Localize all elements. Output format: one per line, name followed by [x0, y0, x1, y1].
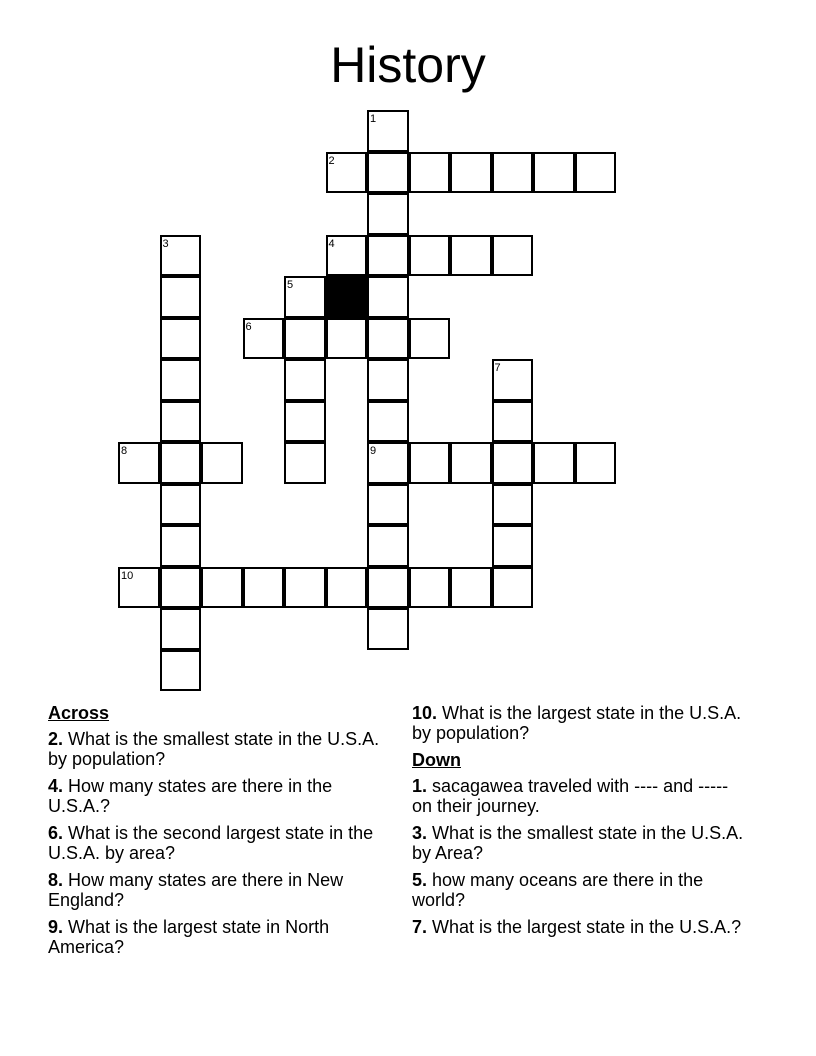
- grid-cell[interactable]: [243, 567, 285, 609]
- clue-number-label: 4: [328, 237, 335, 250]
- grid-cell[interactable]: [284, 442, 326, 484]
- grid-cell[interactable]: [367, 567, 409, 609]
- grid-cell[interactable]: [492, 235, 534, 277]
- grid-cell[interactable]: [409, 318, 451, 360]
- grid-cell[interactable]: [160, 484, 202, 526]
- grid-cell[interactable]: [160, 608, 202, 650]
- grid-cell[interactable]: [450, 567, 492, 609]
- clues-column-left: [48, 703, 388, 964]
- clue-number-label: 6: [245, 320, 252, 333]
- grid-cell[interactable]: [367, 318, 409, 360]
- grid-cell[interactable]: [367, 401, 409, 443]
- grid-cell[interactable]: [160, 276, 202, 318]
- clue-number-label: 3: [162, 237, 169, 250]
- grid-cell[interactable]: [492, 567, 534, 609]
- grid-cell[interactable]: [160, 650, 202, 692]
- clue-down-5: 5. how many oceans are there in the world?: [412, 870, 704, 910]
- grid-cell[interactable]: [450, 235, 492, 277]
- grid-cell[interactable]: [409, 152, 451, 194]
- grid-cell[interactable]: [284, 359, 326, 401]
- grid-cell[interactable]: [450, 442, 492, 484]
- grid-cell[interactable]: [409, 235, 451, 277]
- clues-column-right: [412, 703, 752, 944]
- clue-across-4: 4. How many states are there in the U.S.A.?: [48, 776, 333, 816]
- grid-cell[interactable]: [575, 152, 617, 194]
- clue-down-3: 3. What is the smallest state in the U.S.A. by Area?: [412, 823, 744, 863]
- grid-cell[interactable]: [367, 608, 409, 650]
- clue-number-label: 2: [328, 154, 335, 167]
- clue-number-label: 7: [494, 362, 501, 374]
- grid-cell[interactable]: [160, 318, 202, 360]
- clue-across-8: 8. How many states are there in New England?: [48, 870, 344, 910]
- clue-across-2: 2. What is the smallest state in the U.S.A. by population?: [48, 729, 380, 769]
- grid-cell[interactable]: [409, 442, 451, 484]
- grid-cell[interactable]: [284, 401, 326, 443]
- grid-cell[interactable]: [160, 567, 202, 609]
- grid-cell[interactable]: [367, 193, 409, 235]
- clue-across-9: 9. What is the largest state in North America?: [48, 917, 330, 957]
- grid-cell[interactable]: [492, 152, 534, 194]
- grid-cell[interactable]: [326, 318, 368, 360]
- grid-cell[interactable]: [367, 235, 409, 277]
- grid-cell[interactable]: [160, 525, 202, 567]
- grid-cell[interactable]: [450, 152, 492, 194]
- grid-cell[interactable]: [367, 276, 409, 318]
- grid-cell[interactable]: [367, 525, 409, 567]
- grid-cell[interactable]: [160, 359, 202, 401]
- puzzle-title: History: [330, 37, 486, 93]
- clue-number-label: 5: [287, 279, 294, 291]
- grid-cell[interactable]: [367, 152, 409, 194]
- grid-cell[interactable]: [284, 318, 326, 360]
- grid-cell[interactable]: [160, 401, 202, 443]
- down-heading: Down: [412, 750, 461, 770]
- clue-down-7: 7. What is the largest state in the U.S.A.?: [412, 917, 742, 937]
- grid-cell[interactable]: [492, 484, 534, 526]
- grid-cell[interactable]: [492, 401, 534, 443]
- clue-number-label: 8: [121, 445, 128, 457]
- grid-cell[interactable]: [284, 567, 326, 609]
- clue-down-1: 1. sacagawea traveled with ---- and ----- on their journey.: [412, 776, 729, 816]
- grid-cell[interactable]: [575, 442, 617, 484]
- grid-cell[interactable]: [367, 484, 409, 526]
- grid-cell[interactable]: [201, 567, 243, 609]
- grid-cell[interactable]: [409, 567, 451, 609]
- clue-across-6: 6. What is the second largest state in the U.S.A. by area?: [48, 823, 374, 863]
- black-square: [326, 276, 368, 318]
- grid-cell[interactable]: [201, 442, 243, 484]
- clue-number-label: 10: [121, 569, 134, 582]
- grid-cell[interactable]: [492, 525, 534, 567]
- grid-cell[interactable]: [492, 442, 534, 484]
- across-heading: Across: [48, 703, 110, 723]
- grid-cell[interactable]: [533, 442, 575, 484]
- clue-across-10: 10. What is the largest state in the U.S.A. by population?: [412, 703, 742, 743]
- clue-number-label: 1: [370, 113, 377, 125]
- grid-cell[interactable]: [326, 567, 368, 609]
- grid-cell[interactable]: [533, 152, 575, 194]
- grid-cell[interactable]: [160, 442, 202, 484]
- clue-number-label: 9: [370, 445, 377, 457]
- grid-cell[interactable]: [367, 359, 409, 401]
